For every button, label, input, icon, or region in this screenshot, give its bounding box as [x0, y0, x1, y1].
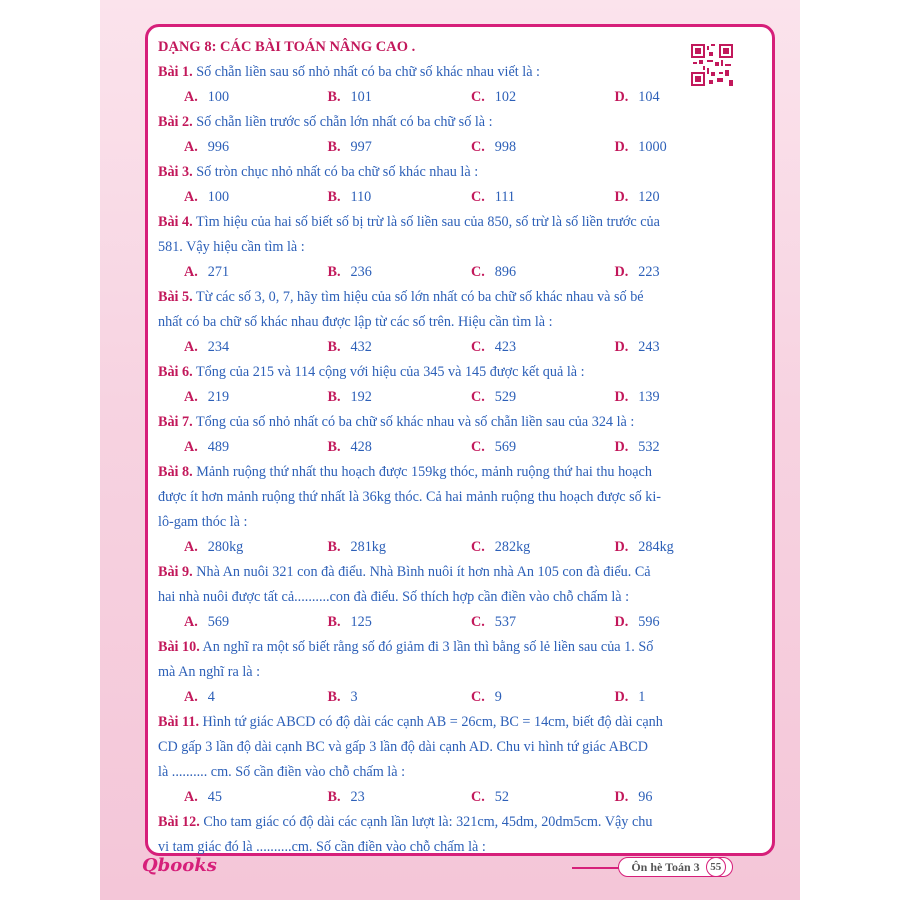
option-letter: A. — [184, 339, 198, 355]
answer-options — [158, 610, 758, 635]
question-line — [158, 510, 758, 535]
answer-options — [158, 785, 758, 810]
option-value: 423 — [494, 339, 517, 355]
option-letter: B. — [327, 339, 341, 355]
option-value: 100 — [207, 189, 230, 205]
option-value: 489 — [207, 439, 230, 455]
option-letter: D. — [614, 189, 629, 205]
question-line — [158, 585, 758, 610]
answer-option — [328, 135, 472, 160]
option-value: 234 — [207, 339, 230, 355]
question-line — [158, 160, 758, 185]
option-letter: D. — [614, 614, 629, 630]
question-item — [158, 110, 758, 160]
exercise-content — [158, 35, 758, 860]
question-item — [158, 360, 758, 410]
question-number: Bài 11. — [158, 714, 199, 730]
question-text: lô-gam thóc là : — [158, 514, 248, 530]
answer-option — [615, 785, 759, 810]
option-value: 243 — [638, 339, 660, 355]
option-value: 996 — [207, 139, 230, 155]
option-letter: A. — [184, 189, 198, 205]
option-value: 1 — [638, 689, 646, 705]
question-line — [158, 60, 758, 85]
option-letter: D. — [614, 339, 629, 355]
answer-option — [615, 685, 759, 710]
option-letter: A. — [184, 614, 198, 630]
option-letter: C. — [471, 614, 485, 630]
option-letter: D. — [614, 139, 629, 155]
question-number: Bài 5. — [158, 289, 193, 305]
answer-option — [328, 185, 472, 210]
answer-option — [184, 185, 328, 210]
option-letter: C. — [471, 689, 485, 705]
answer-option — [184, 135, 328, 160]
option-letter: A. — [184, 439, 198, 455]
answer-option — [328, 385, 472, 410]
question-line — [158, 710, 758, 735]
answer-option — [184, 85, 328, 110]
question-text: Tổng của 215 và 114 cộng với hiệu của 345 và 145 được kết quả là : — [195, 364, 585, 380]
question-text: Số tròn chục nhỏ nhất có ba chữ số khác nhau là : — [196, 164, 479, 180]
option-value: 100 — [207, 89, 230, 105]
question-text: Từ các số 3, 0, 7, hãy tìm hiệu của số lớn nhất có ba chữ số khác nhau và số bé — [195, 289, 644, 305]
option-letter: B. — [327, 189, 341, 205]
answer-option — [615, 85, 759, 110]
option-letter: A. — [184, 689, 198, 705]
question-number: Bài 12. — [158, 814, 200, 830]
question-text: Số chẵn liền trước số chẵn lớn nhất có ba chữ số là : — [196, 114, 493, 130]
answer-option — [615, 435, 759, 460]
question-text: vi tam giác đó là ..........cm. Số cần điền vào chỗ chấm là : — [158, 839, 486, 855]
option-value: 537 — [494, 614, 517, 630]
answer-option — [184, 260, 328, 285]
question-item — [158, 810, 758, 860]
qr-code-icon — [691, 44, 733, 86]
option-letter: D. — [614, 689, 629, 705]
answer-option — [328, 535, 472, 560]
question-text: Mảnh ruộng thứ nhất thu hoạch được 159kg thóc, mảnh ruộng thứ hai thu hoạch — [196, 464, 652, 480]
answer-options — [158, 185, 758, 210]
answer-option — [184, 435, 328, 460]
option-letter: B. — [327, 264, 341, 280]
option-value: 569 — [494, 439, 517, 455]
question-line — [158, 235, 758, 260]
question-text: Số chẵn liền sau số nhỏ nhất có ba chữ số khác nhau viết là : — [196, 64, 541, 80]
option-letter: A. — [184, 539, 198, 555]
option-value: 4 — [207, 689, 215, 705]
option-letter: B. — [327, 789, 341, 805]
answer-option — [471, 685, 615, 710]
question-line — [158, 110, 758, 135]
answer-options — [158, 335, 758, 360]
option-letter: D. — [614, 439, 629, 455]
answer-option — [184, 685, 328, 710]
answer-option — [184, 610, 328, 635]
publisher-logo: Qbooks — [142, 855, 217, 876]
option-value: 432 — [350, 339, 372, 355]
question-line — [158, 360, 758, 385]
option-value: 102 — [494, 89, 517, 105]
option-letter: A. — [184, 789, 198, 805]
option-value: 139 — [638, 389, 660, 405]
option-value: 120 — [638, 189, 660, 205]
page-number: 55 — [706, 857, 726, 877]
option-value: 125 — [350, 614, 372, 630]
option-value: 529 — [494, 389, 517, 405]
question-text: Tổng của số nhỏ nhất có ba chữ số khác nhau và số chẵn liền sau của 324 là : — [195, 414, 635, 430]
answer-option — [471, 185, 615, 210]
question-item — [158, 210, 758, 285]
option-value: 428 — [350, 439, 372, 455]
question-text: CD gấp 3 lần độ dài cạnh BC và gấp 3 lần độ dài cạnh AD. Chu vi hình tứ giác ABCD — [158, 739, 648, 755]
answer-option — [471, 610, 615, 635]
option-letter: D. — [614, 264, 629, 280]
option-letter: A. — [184, 89, 198, 105]
question-line — [158, 460, 758, 485]
option-letter: D. — [614, 539, 629, 555]
page-background — [100, 0, 800, 900]
answer-option — [615, 335, 759, 360]
answer-option — [615, 385, 759, 410]
option-value: 9 — [494, 689, 502, 705]
question-text: Tìm hiệu của hai số biết số bị trừ là số liền sau của 850, số trừ là số liền trước của — [195, 214, 660, 230]
question-number: Bài 4. — [158, 214, 193, 230]
answer-options — [158, 385, 758, 410]
answer-option — [471, 260, 615, 285]
answer-option — [471, 435, 615, 460]
option-value: 998 — [494, 139, 517, 155]
option-value: 111 — [494, 189, 516, 205]
question-item — [158, 560, 758, 635]
question-line — [158, 485, 758, 510]
answer-options — [158, 135, 758, 160]
question-text: Hình tứ giác ABCD có độ dài các cạnh AB = 26cm, BC = 14cm, biết độ dài cạnh — [202, 714, 663, 730]
question-number: Bài 9. — [158, 564, 193, 580]
option-value: 104 — [638, 89, 660, 105]
question-item — [158, 635, 758, 710]
question-line — [158, 310, 758, 335]
answer-option — [615, 135, 759, 160]
option-value: 3 — [350, 689, 358, 705]
answer-options — [158, 535, 758, 560]
option-letter: B. — [327, 439, 341, 455]
question-line — [158, 735, 758, 760]
option-letter: C. — [471, 439, 485, 455]
question-line — [158, 410, 758, 435]
question-item — [158, 460, 758, 560]
option-value: 569 — [207, 614, 230, 630]
section-title: DẠNG 8: CÁC BÀI TOÁN NÂNG CAO . — [158, 39, 416, 55]
answer-option — [184, 385, 328, 410]
answer-option — [471, 85, 615, 110]
answer-option — [471, 335, 615, 360]
option-letter: C. — [471, 389, 485, 405]
option-letter: A. — [184, 389, 198, 405]
answer-option — [471, 135, 615, 160]
answer-option — [328, 335, 472, 360]
question-list — [158, 60, 758, 860]
answer-option — [328, 435, 472, 460]
option-value: 192 — [350, 389, 372, 405]
answer-options — [158, 260, 758, 285]
question-line — [158, 285, 758, 310]
question-number: Bài 2. — [158, 114, 193, 130]
option-value: 52 — [494, 789, 509, 805]
option-letter: C. — [471, 339, 485, 355]
option-letter: B. — [327, 539, 341, 555]
question-text: An nghĩ ra một số biết rằng số đó giảm đi 3 lần thì bằng số lẻ liền sau của 1. Số — [202, 639, 654, 655]
question-number: Bài 8. — [158, 464, 193, 480]
answer-option — [471, 785, 615, 810]
answer-option — [184, 785, 328, 810]
option-letter: C. — [471, 539, 485, 555]
question-number: Bài 1. — [158, 64, 193, 80]
option-value: 110 — [350, 189, 372, 205]
answer-option — [328, 785, 472, 810]
book-title: Ôn hè Toán 3 — [631, 859, 700, 874]
option-value: 101 — [350, 89, 372, 105]
question-text: mà An nghĩ ra là : — [158, 664, 261, 680]
option-value: 45 — [207, 789, 222, 805]
option-letter: B. — [327, 614, 341, 630]
option-value: 282kg — [494, 539, 531, 555]
answer-option — [615, 260, 759, 285]
question-number: Bài 7. — [158, 414, 193, 430]
answer-option — [328, 85, 472, 110]
answer-option — [328, 260, 472, 285]
option-value: 271 — [207, 264, 230, 280]
option-letter: B. — [327, 89, 341, 105]
option-letter: C. — [471, 789, 485, 805]
option-letter: D. — [614, 389, 629, 405]
question-text: Cho tam giác có độ dài các cạnh lần lượt là: 321cm, 45dm, 20dm5cm. Vậy chu — [203, 814, 653, 830]
option-value: 281kg — [350, 539, 386, 555]
option-value: 896 — [494, 264, 517, 280]
question-item — [158, 60, 758, 110]
answer-option — [615, 610, 759, 635]
answer-option — [471, 535, 615, 560]
question-line — [158, 760, 758, 785]
question-number: Bài 3. — [158, 164, 193, 180]
question-line — [158, 210, 758, 235]
option-value: 223 — [638, 264, 660, 280]
answer-option — [184, 535, 328, 560]
option-value: 532 — [638, 439, 660, 455]
answer-option — [184, 335, 328, 360]
option-value: 236 — [350, 264, 372, 280]
question-item — [158, 160, 758, 210]
option-value: 596 — [638, 614, 660, 630]
question-text: hai nhà nuôi được tất cả..........con đà điểu. Số thích hợp cần điền vào chỗ chấm là : — [158, 589, 630, 605]
answer-option — [328, 610, 472, 635]
option-value: 219 — [207, 389, 230, 405]
question-line — [158, 560, 758, 585]
option-value: 997 — [350, 139, 372, 155]
answer-option — [328, 685, 472, 710]
option-value: 96 — [638, 789, 653, 805]
question-text: nhất có ba chữ số khác nhau được lập từ các số trên. Hiệu cần tìm là : — [158, 314, 553, 330]
answer-options — [158, 85, 758, 110]
book-label — [618, 857, 733, 877]
option-letter: C. — [471, 89, 485, 105]
question-item — [158, 285, 758, 360]
question-text: là .......... cm. Số cần điền vào chỗ chấm là : — [158, 764, 406, 780]
answer-options — [158, 435, 758, 460]
answer-options — [158, 685, 758, 710]
option-value: 280kg — [207, 539, 244, 555]
answer-option — [471, 385, 615, 410]
option-letter: B. — [327, 139, 341, 155]
answer-option — [615, 535, 759, 560]
question-number: Bài 10. — [158, 639, 200, 655]
option-letter: C. — [471, 139, 485, 155]
option-letter: B. — [327, 689, 341, 705]
option-letter: C. — [471, 264, 485, 280]
question-text: được ít hơn mảnh ruộng thứ nhất là 36kg thóc. Cả hai mảnh ruộng thu hoạch được số ki- — [158, 489, 662, 505]
question-item — [158, 410, 758, 460]
answer-option — [615, 185, 759, 210]
question-line — [158, 660, 758, 685]
option-value: 284kg — [638, 539, 674, 555]
option-value: 1000 — [638, 139, 667, 155]
question-text: 581. Vậy hiệu cần tìm là : — [158, 239, 305, 255]
question-text: Nhà An nuôi 321 con đà điểu. Nhà Bình nuôi ít hơn nhà An 105 con đà điểu. Cả — [196, 564, 651, 580]
question-line — [158, 635, 758, 660]
option-value: 23 — [350, 789, 365, 805]
option-letter: A. — [184, 139, 198, 155]
option-letter: C. — [471, 189, 485, 205]
option-letter: A. — [184, 264, 198, 280]
option-letter: D. — [614, 89, 629, 105]
option-letter: D. — [614, 789, 629, 805]
content-frame — [145, 24, 775, 856]
question-line — [158, 810, 758, 835]
option-letter: B. — [327, 389, 341, 405]
question-number: Bài 6. — [158, 364, 193, 380]
question-item — [158, 710, 758, 810]
